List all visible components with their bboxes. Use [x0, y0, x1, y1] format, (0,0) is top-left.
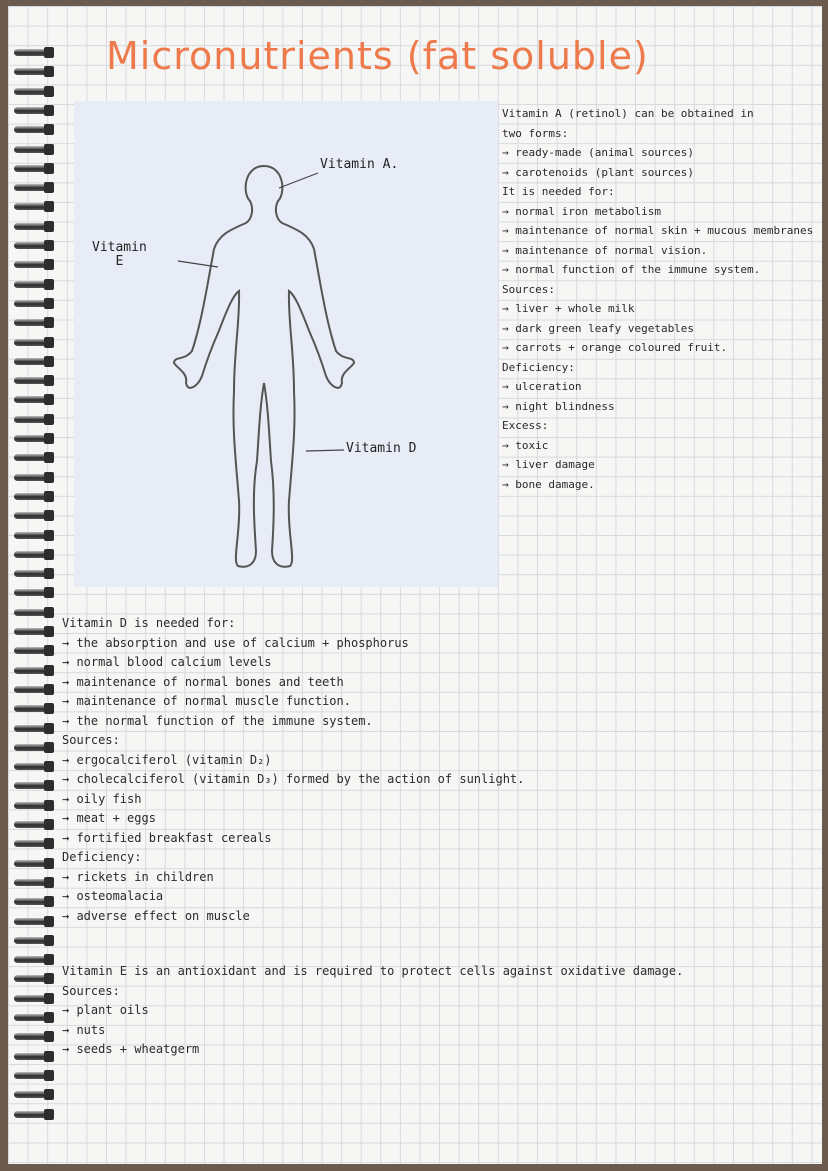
- spiral-binding: [8, 46, 58, 1126]
- vitamin-a-line: → liver + whole milk: [502, 302, 635, 315]
- vitamin-e-line: → plant oils: [62, 1003, 149, 1017]
- body-outline-path: [174, 166, 354, 567]
- spiral-ring: [14, 297, 54, 311]
- human-body-outline: [74, 101, 498, 587]
- vitamin-d-line: Deficiency:: [62, 850, 142, 864]
- vitamin-a-pointer: [279, 173, 318, 188]
- vitamin-a-line: It is needed for:: [502, 185, 615, 198]
- vitamin-a-line: → normal function of the immune system.: [502, 263, 761, 276]
- spiral-ring: [14, 722, 54, 736]
- spiral-ring: [14, 278, 54, 292]
- body-diagram: [74, 101, 498, 587]
- vitamin-a-line: Deficiency:: [502, 360, 575, 374]
- vitamin-e-line: Sources:: [62, 983, 120, 998]
- vitamin-a-line: → toxic: [502, 438, 549, 452]
- spiral-ring: [14, 760, 54, 774]
- spiral-ring: [14, 992, 54, 1006]
- vitamin-d-label: Vitamin D: [346, 441, 417, 456]
- vitamin-e-label: Vitamin E: [92, 240, 147, 269]
- spiral-ring: [14, 529, 54, 543]
- vitamin-a-line: Excess:: [502, 419, 549, 432]
- vitamin-d-line: → ergocalciferol (vitamin D₂): [62, 752, 272, 767]
- spiral-ring: [14, 953, 54, 967]
- spiral-ring: [14, 451, 54, 465]
- spiral-ring: [14, 837, 54, 851]
- vitamin-a-line: → liver damage: [502, 458, 595, 471]
- vitamin-a-line: → night blindness: [502, 399, 615, 413]
- spiral-ring: [14, 818, 54, 832]
- spiral-ring: [14, 1108, 54, 1122]
- spiral-ring: [14, 567, 54, 581]
- spiral-ring: [14, 374, 54, 388]
- spiral-ring: [14, 143, 54, 157]
- spiral-ring: [14, 1069, 54, 1083]
- spiral-ring: [14, 65, 54, 79]
- vitamin-a-line: Vitamin A (retinol) can be obtained in: [502, 107, 754, 120]
- spiral-ring: [14, 895, 54, 909]
- spiral-ring: [14, 123, 54, 137]
- page-title: Micronutrients (fat soluble): [106, 34, 649, 78]
- spiral-ring: [14, 702, 54, 716]
- vitamin-d-line: → the normal function of the immune system.: [62, 713, 373, 728]
- spiral-ring: [14, 200, 54, 214]
- vitamin-a-line: → bone damage.: [502, 477, 595, 491]
- vitamin-e-line: → nuts: [62, 1022, 106, 1037]
- spiral-ring: [14, 1088, 54, 1102]
- vitamin-a-line: → maintenance of normal skin + mucous membranes: [502, 224, 814, 237]
- spiral-ring: [14, 548, 54, 562]
- spiral-ring: [14, 393, 54, 407]
- vitamin-d-line: → maintenance of normal muscle function.: [62, 694, 351, 708]
- vitamin-d-line: Vitamin D is needed for:: [62, 616, 236, 630]
- spiral-ring: [14, 432, 54, 446]
- spiral-ring: [14, 1030, 54, 1044]
- spiral-ring: [14, 876, 54, 890]
- vitamin-d-line: → normal blood calcium levels: [62, 655, 272, 669]
- vitamin-d-line: → osteomalacia: [62, 889, 164, 903]
- vitamin-d-line: → adverse effect on muscle: [62, 908, 250, 923]
- vitamin-a-line: → normal iron metabolism: [502, 204, 661, 218]
- vitamin-d-line: → oily fish: [62, 791, 142, 806]
- spiral-ring: [14, 972, 54, 986]
- spiral-ring: [14, 258, 54, 272]
- spiral-ring: [14, 490, 54, 504]
- spiral-ring: [14, 741, 54, 755]
- vitamin-d-pointer: [306, 450, 344, 451]
- spiral-ring: [14, 85, 54, 99]
- spiral-ring: [14, 471, 54, 485]
- vitamin-d-notes: [62, 614, 524, 926]
- spiral-ring: [14, 606, 54, 620]
- spiral-ring: [14, 625, 54, 639]
- vitamin-a-line: → dark green leafy vegetables: [502, 321, 695, 335]
- spiral-ring: [14, 509, 54, 523]
- spiral-ring: [14, 915, 54, 929]
- vitamin-e-notes: [62, 962, 683, 1060]
- spiral-ring: [14, 644, 54, 658]
- spiral-ring: [14, 239, 54, 253]
- vitamin-e-line: Vitamin E is an antioxidant and is required to protect cells against oxidative damage.: [62, 964, 684, 978]
- spiral-ring: [14, 586, 54, 600]
- vitamin-a-label: Vitamin A.: [320, 157, 399, 172]
- spiral-ring: [14, 857, 54, 871]
- vitamin-a-line: → ulceration: [502, 380, 582, 393]
- vitamin-d-line: → maintenance of normal bones and teeth: [62, 674, 344, 689]
- vitamin-a-line: → ready-made (animal sources): [502, 146, 695, 159]
- vitamin-d-line: → fortified breakfast cereals: [62, 830, 272, 845]
- spiral-ring: [14, 799, 54, 813]
- spiral-ring: [14, 683, 54, 697]
- spiral-ring: [14, 162, 54, 176]
- spiral-ring: [14, 1050, 54, 1064]
- vitamin-a-notes: [502, 104, 813, 494]
- spiral-ring: [14, 316, 54, 330]
- spiral-ring: [14, 181, 54, 195]
- spiral-ring: [14, 664, 54, 678]
- spiral-ring: [14, 220, 54, 234]
- vitamin-d-line: → cholecalciferol (vitamin D₃) formed by the action of sunlight.: [62, 772, 525, 786]
- vitamin-d-line: → the absorption and use of calcium + phosphorus: [62, 635, 409, 650]
- vitamin-a-line: → carotenoids (plant sources): [502, 165, 695, 179]
- vitamin-e-line: → seeds + wheatgerm: [62, 1042, 200, 1056]
- spiral-ring: [14, 336, 54, 350]
- spiral-ring: [14, 1011, 54, 1025]
- notebook-page: [8, 6, 822, 1164]
- vitamin-a-line: → maintenance of normal vision.: [502, 243, 708, 257]
- spiral-ring: [14, 413, 54, 427]
- spiral-ring: [14, 104, 54, 118]
- vitamin-d-line: → rickets in children: [62, 869, 214, 884]
- spiral-ring: [14, 934, 54, 948]
- vitamin-d-line: Sources:: [62, 733, 120, 747]
- vitamin-d-line: → meat + eggs: [62, 811, 156, 825]
- spiral-ring: [14, 779, 54, 793]
- vitamin-a-line: → carrots + orange coloured fruit.: [502, 341, 728, 354]
- spiral-ring: [14, 355, 54, 369]
- spiral-ring: [14, 46, 54, 60]
- vitamin-a-line: two forms:: [502, 126, 569, 140]
- vitamin-a-line: Sources:: [502, 282, 555, 296]
